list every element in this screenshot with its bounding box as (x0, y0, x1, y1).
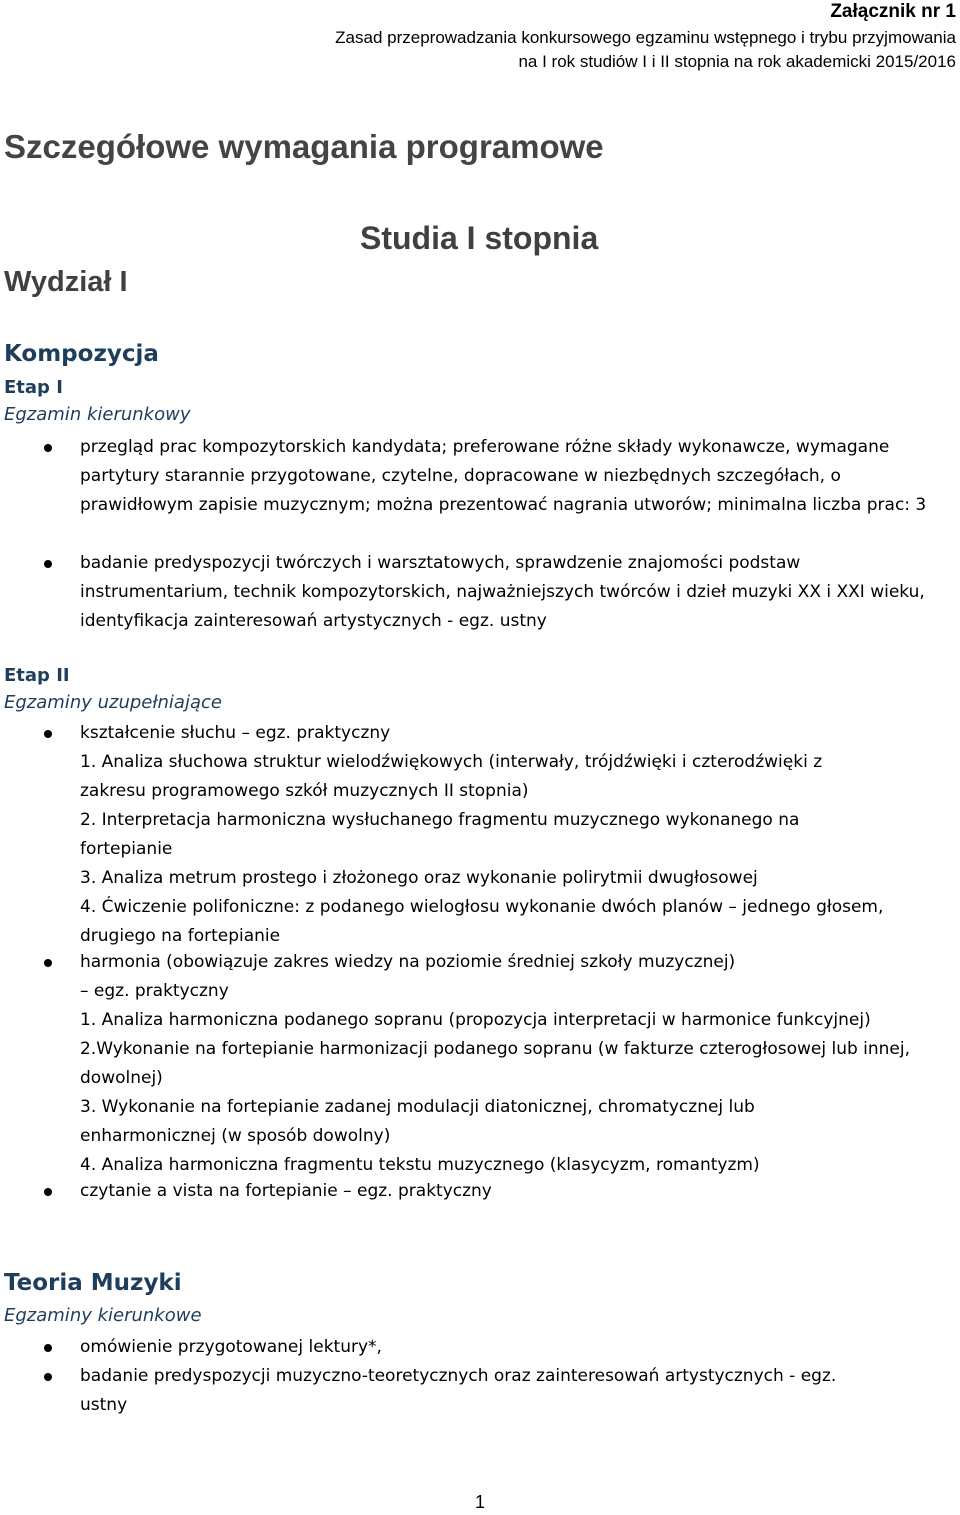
page-number: 1 (474, 1492, 485, 1512)
teoria-exam: Egzaminy kierunkowe (4, 1305, 202, 1326)
list-item: badanie predyspozycji twórczych i warsztatowych, sprawdzenie znajomości podstaw instrumentarium, technik kompozytorskich, najważniejszych twórców i dzieł muzyki XX i XXI wieku, identyfikacja zainteresowań artystycznych - egz. ustny (80, 553, 925, 631)
list-item-continuation: – egz. praktyczny (80, 981, 229, 1001)
sub-item: 4. Analiza harmoniczna fragmentu tekstu muzycznego (klasycyzm, romantyzm) (80, 1155, 760, 1175)
list-item: omówienie przygotowanej lektury*, (80, 1337, 382, 1357)
list-item: czytanie a vista na fortepianie – egz. praktyczny (80, 1181, 492, 1201)
sub-item: 2. Interpretacja harmoniczna wysłuchanego fragmentu muzycznego wykonanego na fortepianie (80, 810, 800, 859)
stage-1-label: Etap I (4, 377, 63, 398)
section-heading-teoria: Teoria Muzyki (4, 1270, 182, 1296)
list-item: przegląd prac kompozytorskich kandydata; preferowane różne składy wykonawcze, wymagane partytury starannie przygotowane, czytelne, dopracowane w niezbędnych szczegółach, o prawidłowym zapisie muzycznym; można prezentować nagrania utworów; minimalna liczba prac: 3 (80, 437, 927, 515)
list-item: harmonia (obowiązuje zakres wiedzy na poziomie średniej szkoły muzycznej) (80, 952, 736, 972)
department-title: Wydział I (4, 266, 128, 298)
sub-item: 4. Ćwiczenie polifoniczne: z podanego wielogłosu wykonanie dwóch planów – jednego głosem, drugiego na fortepianie (80, 897, 884, 946)
header-line-1: Zasad przeprowadzania konkursowego egzaminu wstępnego i trybu przyjmowania (335, 28, 956, 47)
sub-item: 3. Wykonanie na fortepianie zadanej modulacji diatonicznej, chromatycznej lub enharmonicznej (w sposób dowolny) (80, 1097, 755, 1146)
annex-label: Załącznik nr 1 (830, 1, 956, 22)
list-item: kształcenie słuchu – egz. praktyczny (80, 723, 391, 743)
sub-item: 2.Wykonanie na fortepianie harmonizacji podanego sopranu (w fakturze czterogłosowej lub innej, dowolnej) (80, 1039, 911, 1088)
list-item: badanie predyspozycji muzyczno-teoretycznych oraz zainteresowań artystycznych - egz. ustny (80, 1366, 837, 1415)
bullet-icon (44, 959, 52, 967)
bullet-icon (44, 1188, 52, 1196)
stage-2-label: Etap II (4, 665, 70, 686)
bullet-icon (44, 1373, 52, 1381)
sub-item: 1. Analiza harmoniczna podanego sopranu (propozycja interpretacji w harmonice funkcyjnej) (80, 1010, 871, 1030)
bullet-icon (44, 1344, 52, 1352)
stage-2-exam: Egzaminy uzupełniające (4, 692, 222, 713)
sub-item: 1. Analiza słuchowa struktur wielodźwiękowych (interwały, trójdźwięki i czterodźwięki z zakresu programowego szkół muzycznych II stopnia) (80, 752, 823, 801)
page-title: Szczegółowe wymagania programowe (4, 128, 604, 165)
section-heading-kompozycja: Kompozycja (4, 341, 159, 367)
bullet-icon (44, 730, 52, 738)
bullet-icon (44, 444, 52, 452)
header-line-2: na I rok studiów I i II stopnia na rok akademicki 2015/2016 (518, 52, 956, 71)
stage-1-exam: Egzamin kierunkowy (4, 404, 191, 425)
sub-item: 3. Analiza metrum prostego i złożonego oraz wykonanie polirytmii dwugłosowej (80, 868, 758, 888)
study-level: Studia I stopnia (360, 220, 599, 256)
bullet-icon (44, 560, 52, 568)
